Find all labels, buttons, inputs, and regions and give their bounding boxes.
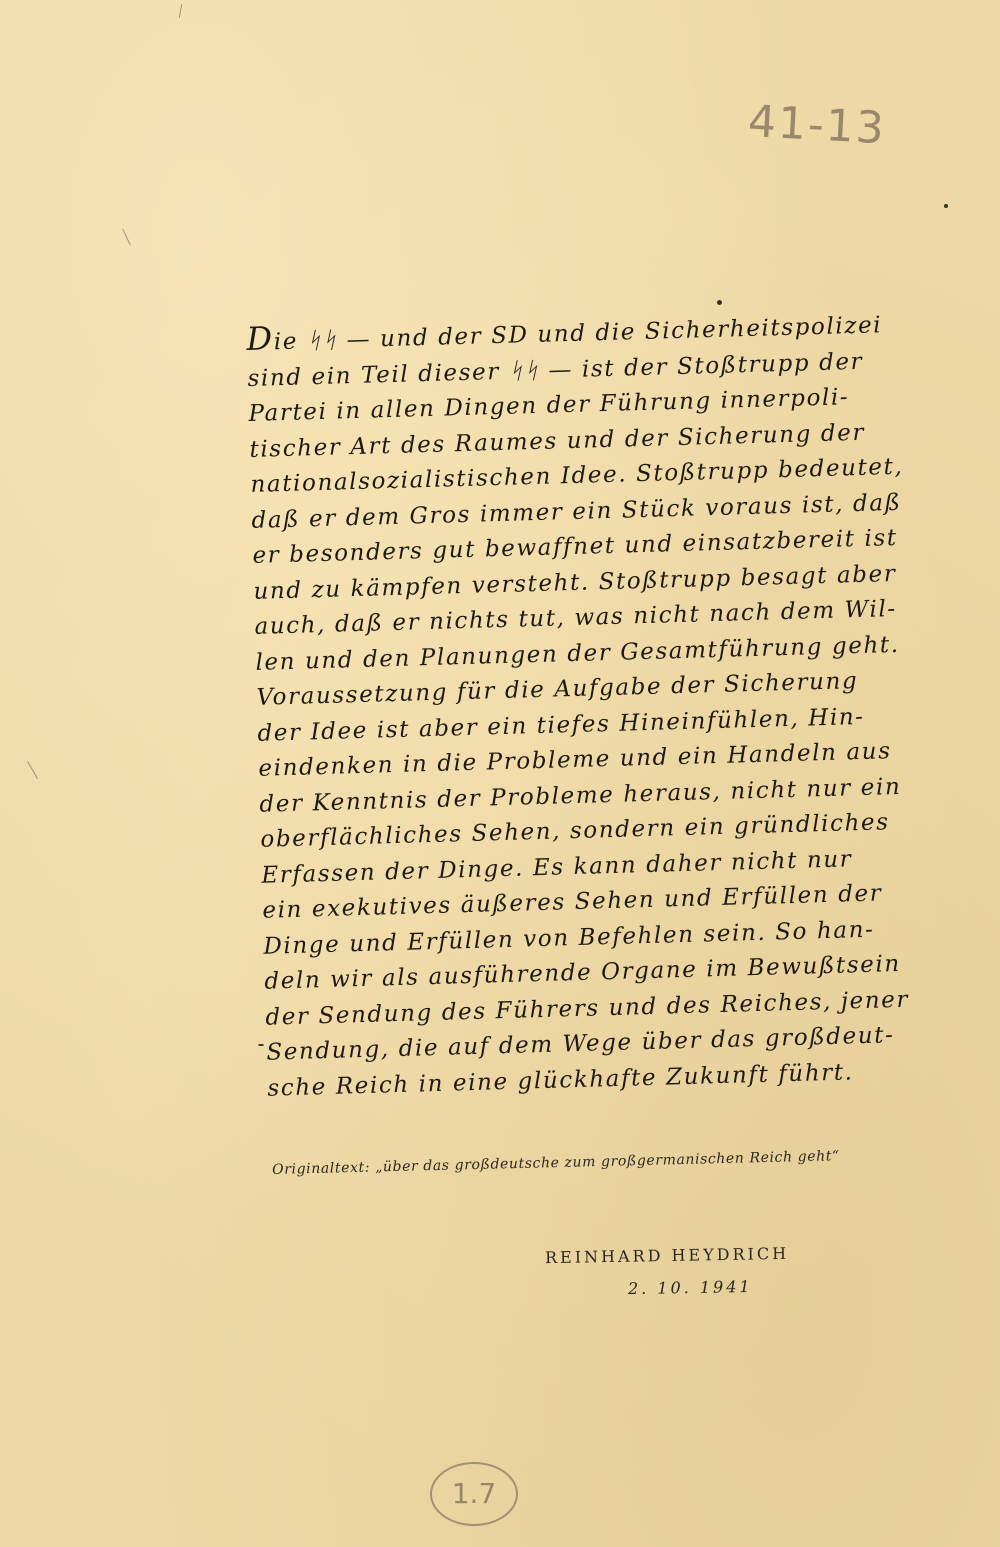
body-line: der Idee ist aber ein tiefes Hineinfühlen, Hin- <box>257 703 865 747</box>
body-line: oberflächliches Sehen, sondern ein gründliches <box>260 809 890 853</box>
body-text <box>245 305 910 1107</box>
body-line: auch, daß er nichts tut, was nicht nach dem Wil- <box>254 595 898 640</box>
drop-cap: D <box>245 319 275 358</box>
body-line: Dinge und Erfüllen von Befehlen sein. So han- <box>263 916 875 960</box>
paper-speck <box>944 204 948 208</box>
signature-author: REINHARD HEYDRICH <box>544 1243 790 1268</box>
signature-date: 2. 10. 1941 <box>627 1276 753 1299</box>
archive-number-pencil: 41-13 <box>746 96 888 155</box>
body-line: eindenken in die Probleme und ein Handeln aus <box>258 738 892 782</box>
paper-speck <box>717 300 722 305</box>
body-line: Partei in allen Dingen der Führung innerpoli- <box>248 384 850 427</box>
body-line: sche Reich in eine glückhafte Zukunft führt. <box>267 1058 854 1102</box>
body-line: ein exekutives äußeres Sehen und Erfüllen der <box>262 880 883 924</box>
body-line: tischer Art des Raumes und der Sicherung der <box>249 419 866 463</box>
body-line: er besonders gut bewaffnet und einsatzbereit ist <box>252 524 899 569</box>
body-line: Voraussetzung für die Aufgabe der Sicherung <box>256 668 859 711</box>
paper-scratch <box>179 4 182 18</box>
body-line: nationalsozialistischen Idee. Stoßtrupp bedeutet, <box>250 453 904 498</box>
page-stamp <box>430 1462 518 1526</box>
body-line: sind ein Teil dieser ᛋᛋ — ist der Stoßtrupp der <box>247 348 864 392</box>
body-line: und zu kämpfen versteht. Stoßtrupp besagt aber <box>253 560 897 605</box>
paper-scratch <box>27 761 38 779</box>
body-line: deln wir als ausführende Organe im Bewußtsein <box>264 950 902 995</box>
body-line: len und den Planungen der Gesamtführung geht. <box>255 631 900 676</box>
page-stamp-label: 1.7 <box>451 1477 497 1510</box>
body-line: Sendung, die auf dem Wege über das großdeut- <box>266 1022 895 1066</box>
footnote: Originaltext: „über das großdeutsche zum großgermanischen Reich geht“ <box>272 1148 840 1178</box>
paper-speck <box>258 1044 264 1046</box>
body-line: der Kenntnis der Probleme heraus, nicht nur ein <box>259 773 902 818</box>
body-line-text: ie ᛋᛋ — und der SD und die Sicherheitspolizei <box>273 312 883 356</box>
body-line: Erfassen der Dinge. Es kann daher nicht nur <box>261 845 853 889</box>
paper-scratch <box>122 229 131 246</box>
body-line: der Sendung des Führers und des Reiches, jener <box>265 986 910 1031</box>
body-line: daß er dem Gros immer ein Stück voraus ist, daß <box>251 489 902 534</box>
